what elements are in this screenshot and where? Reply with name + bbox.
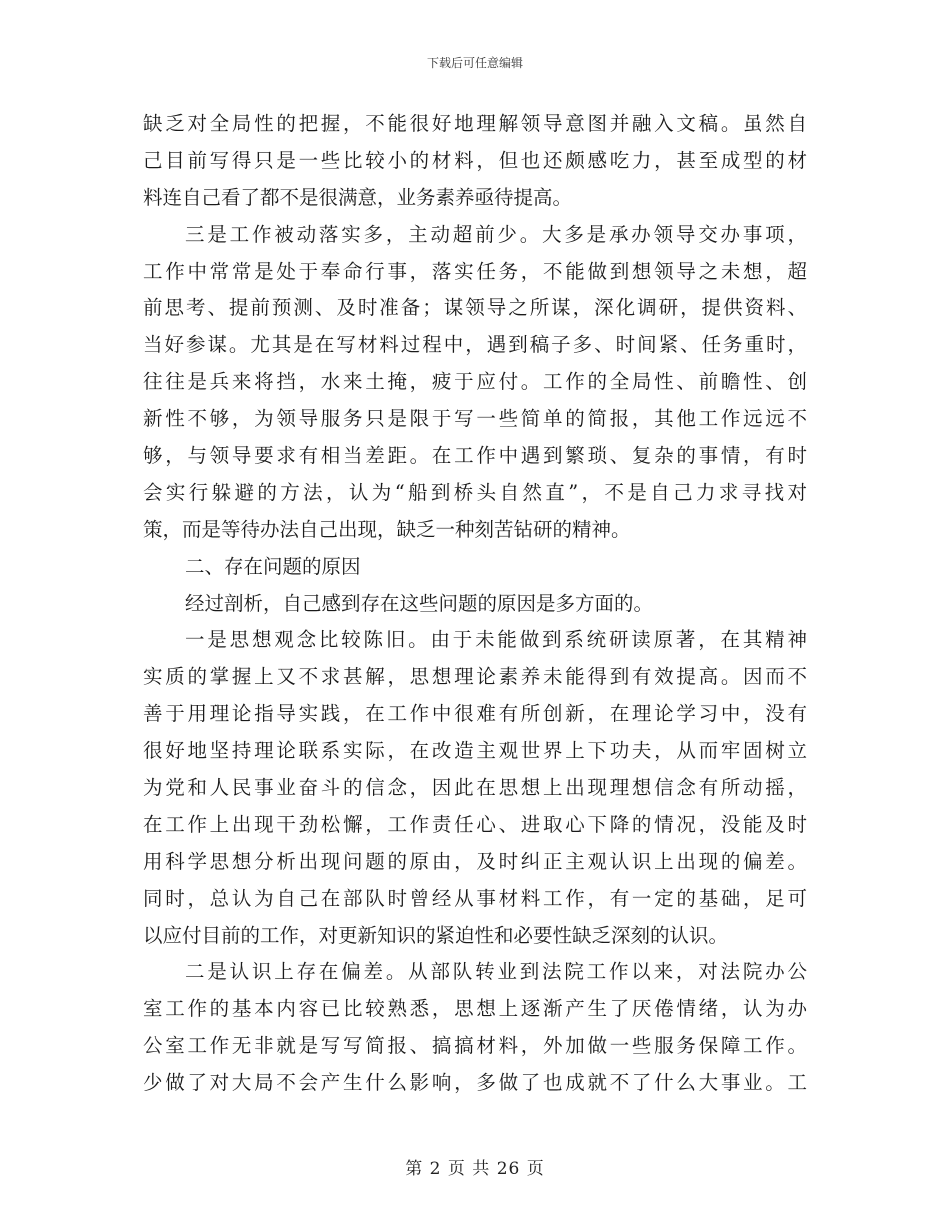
text-line: 善于用理论指导实践，在工作中很难有所创新，在理论学习中，没有 <box>143 702 807 726</box>
text-line: 料连自己看了都不是很满意，业务素养亟待提高。 <box>143 185 573 209</box>
text-line: 前思考、提前预测、及时准备；谋领导之所谋，深化调研，提供资料、 <box>143 296 807 320</box>
paragraph-start-line: 二是认识上存在偏差。从部队转业到法院工作以来，对法院办公 <box>185 960 807 984</box>
text-line: 缺乏对全局性的把握，不能很好地理解领导意图并融入文稿。虽然自 <box>143 112 807 135</box>
text-line: 用科学思想分析出现问题的原由，及时纠正主观认识上出现的偏差。 <box>143 849 807 873</box>
text-line: 够，与领导要求有相当差距。在工作中遇到繁琐、复杂的事情，有时 <box>143 444 807 468</box>
document-body <box>143 106 807 1102</box>
paragraph-start-line: 一是思想观念比较陈旧。由于未能做到系统研读原著，在其精神 <box>185 628 807 652</box>
text-line: 很好地坚持理论联系实际，在改造主观世界上下功夫，从而牢固树立 <box>143 739 807 763</box>
page-header-note: 下载后可任意编辑 <box>426 56 523 70</box>
text-line: 室工作的基本内容已比较熟悉，思想上逐渐产生了厌倦情绪，认为办 <box>143 997 807 1021</box>
paragraph-start-line: 经过剖析，自己感到存在这些问题的原因是多方面的。 <box>185 591 654 615</box>
text-line: 为党和人民事业奋斗的信念，因此在思想上出现理想信念有所动摇， <box>143 776 807 800</box>
text-line: 公室工作无非就是写写简报、搞搞材料，外加做一些服务保障工作。 <box>143 1034 807 1058</box>
section-heading: 二、存在问题的原因 <box>185 554 361 578</box>
paragraph-start-line: 三是工作被动落实多，主动超前少。大多是承办领导交办事项， <box>185 222 807 246</box>
text-line: 工作中常常是处于奉命行事，落实任务，不能做到想领导之未想，超 <box>143 259 807 283</box>
text-line: 当好参谋。尤其是在写材料过程中，遇到稿子多、时间紧、任务重时， <box>143 333 807 357</box>
text-line: 实质的掌握上又不求甚解，思想理论素养未能得到有效提高。因而不 <box>143 665 807 689</box>
text-line: 少做了对大局不会产生什么影响，多做了也成就不了什么大事业。工 <box>143 1071 807 1095</box>
text-line: 同时，总认为自己在部队时曾经从事材料工作，有一定的基础，足可 <box>143 886 807 910</box>
text-line: 新性不够，为领导服务只是限于写一些简单的简报，其他工作远远不 <box>143 407 807 431</box>
text-line: 往往是兵来将挡，水来土掩，疲于应付。工作的全局性、前瞻性、创 <box>143 370 807 394</box>
text-line: 会实行躲避的方法，认为“船到桥头自然直”，不是自己力求寻找对 <box>143 480 807 504</box>
text-line: 以应付目前的工作，对更新知识的紧迫性和必要性缺乏深刻的认识。 <box>143 923 729 947</box>
page-number-footer: 第 2 页 共 26 页 <box>405 1159 545 1179</box>
text-line: 在工作上出现干劲松懈，工作责任心、进取心下降的情况，没能及时 <box>143 812 807 836</box>
text-line: 策，而是等待办法自己出现，缺乏一种刻苦钻研的精神。 <box>143 517 631 541</box>
text-line: 己目前写得只是一些比较小的材料，但也还颇感吃力，甚至成型的材 <box>143 148 807 172</box>
